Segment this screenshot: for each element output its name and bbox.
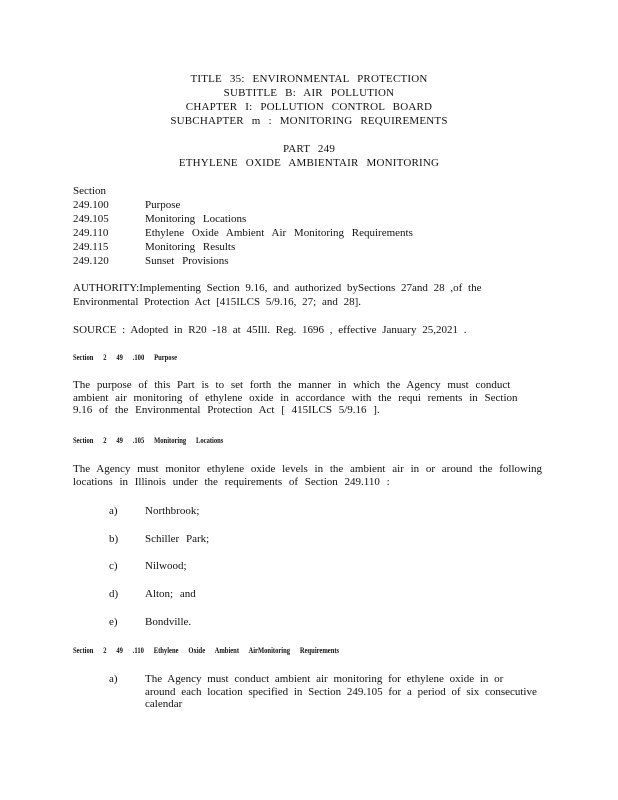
toc-entry-title: Monitoring Locations (145, 213, 247, 225)
section-paragraph: The purpose of this Part is to set forth the manner in which the Agency must conduct ambient air monitoring of ethylene oxide in accordance with the requi rements in Section 9.16 of the Environmental Protection Act [ 415ILCS 5/9.16 ]. (73, 379, 518, 416)
toc-entry-title: Purpose (145, 199, 181, 211)
list-item-text: Alton; and (145, 588, 196, 600)
list-item-text: Bondville. (145, 616, 192, 628)
source-note: SOURCE : Adopted in R20 -18 at 45Ill. Reg. 1696 , effective January 25,2021 . (73, 324, 467, 336)
subtitle-heading: SUBTITLE B: AIR POLLUTION (223, 87, 395, 99)
title-heading: TITLE 35: ENVIRONMENTAL PROTECTION (190, 73, 428, 85)
list-item-letter: a) (109, 505, 118, 517)
chapter-heading: CHAPTER I: POLLUTION CONTROL BOARD (185, 101, 433, 113)
section-heading: Section 2 49 .100 Purpose (73, 353, 178, 362)
toc-entry-title: Ethylene Oxide Ambient Air Monitoring Requirements (145, 227, 413, 239)
toc-entry-title: Sunset Provisions (145, 255, 229, 267)
list-item-paragraph: The Agency must conduct ambient air monitoring for ethylene oxide in or around each location specified in Section 249.105 for a period of six consecutive calendar (145, 673, 537, 710)
section-paragraph: The Agency must monitor ethylene oxide levels in the ambient air in or around the following locations in Illinois under the requirements of Section 249.110 : (73, 463, 543, 488)
toc-label: Section (73, 185, 106, 197)
toc-entry-number: 249.110 (73, 227, 109, 239)
list-item-letter: d) (109, 588, 119, 600)
list-item-letter: a) (109, 673, 118, 685)
authority-line-2: Environmental Protection Act [415ILCS 5/9.16, 27; and 28]. (73, 296, 362, 308)
list-item-text: Nilwood; (145, 560, 187, 572)
toc-entry-number: 249.105 (73, 213, 109, 225)
list-item-text: Northbrook; (145, 505, 200, 517)
part-number: PART 249 (282, 143, 336, 155)
list-item-letter: b) (109, 533, 119, 545)
authority-line-1: AUTHORITY:Implementing Section 9.16, and authorized bySections 27and 28 ,of the (73, 282, 482, 294)
list-item-letter: c) (109, 560, 118, 572)
section-heading: Section 2 49 .110 Ethylene Oxide Ambient AirMonitoring Requirements (73, 646, 340, 655)
toc-entry-title: Monitoring Results (145, 241, 236, 253)
toc-entry-number: 249.100 (73, 199, 109, 211)
list-item-text: Schiller Park; (145, 533, 210, 545)
section-heading: Section 2 49 .105 Monitoring Locations (73, 436, 224, 445)
toc-entry-number: 249.115 (73, 241, 109, 253)
subchapter-heading: SUBCHAPTER m : MONITORING REQUIREMENTS (170, 115, 448, 127)
list-item-letter: e) (109, 616, 118, 628)
part-title: ETHYLENE OXIDE AMBIENTAIR MONITORING (178, 157, 440, 169)
toc-entry-number: 249.120 (73, 255, 109, 267)
